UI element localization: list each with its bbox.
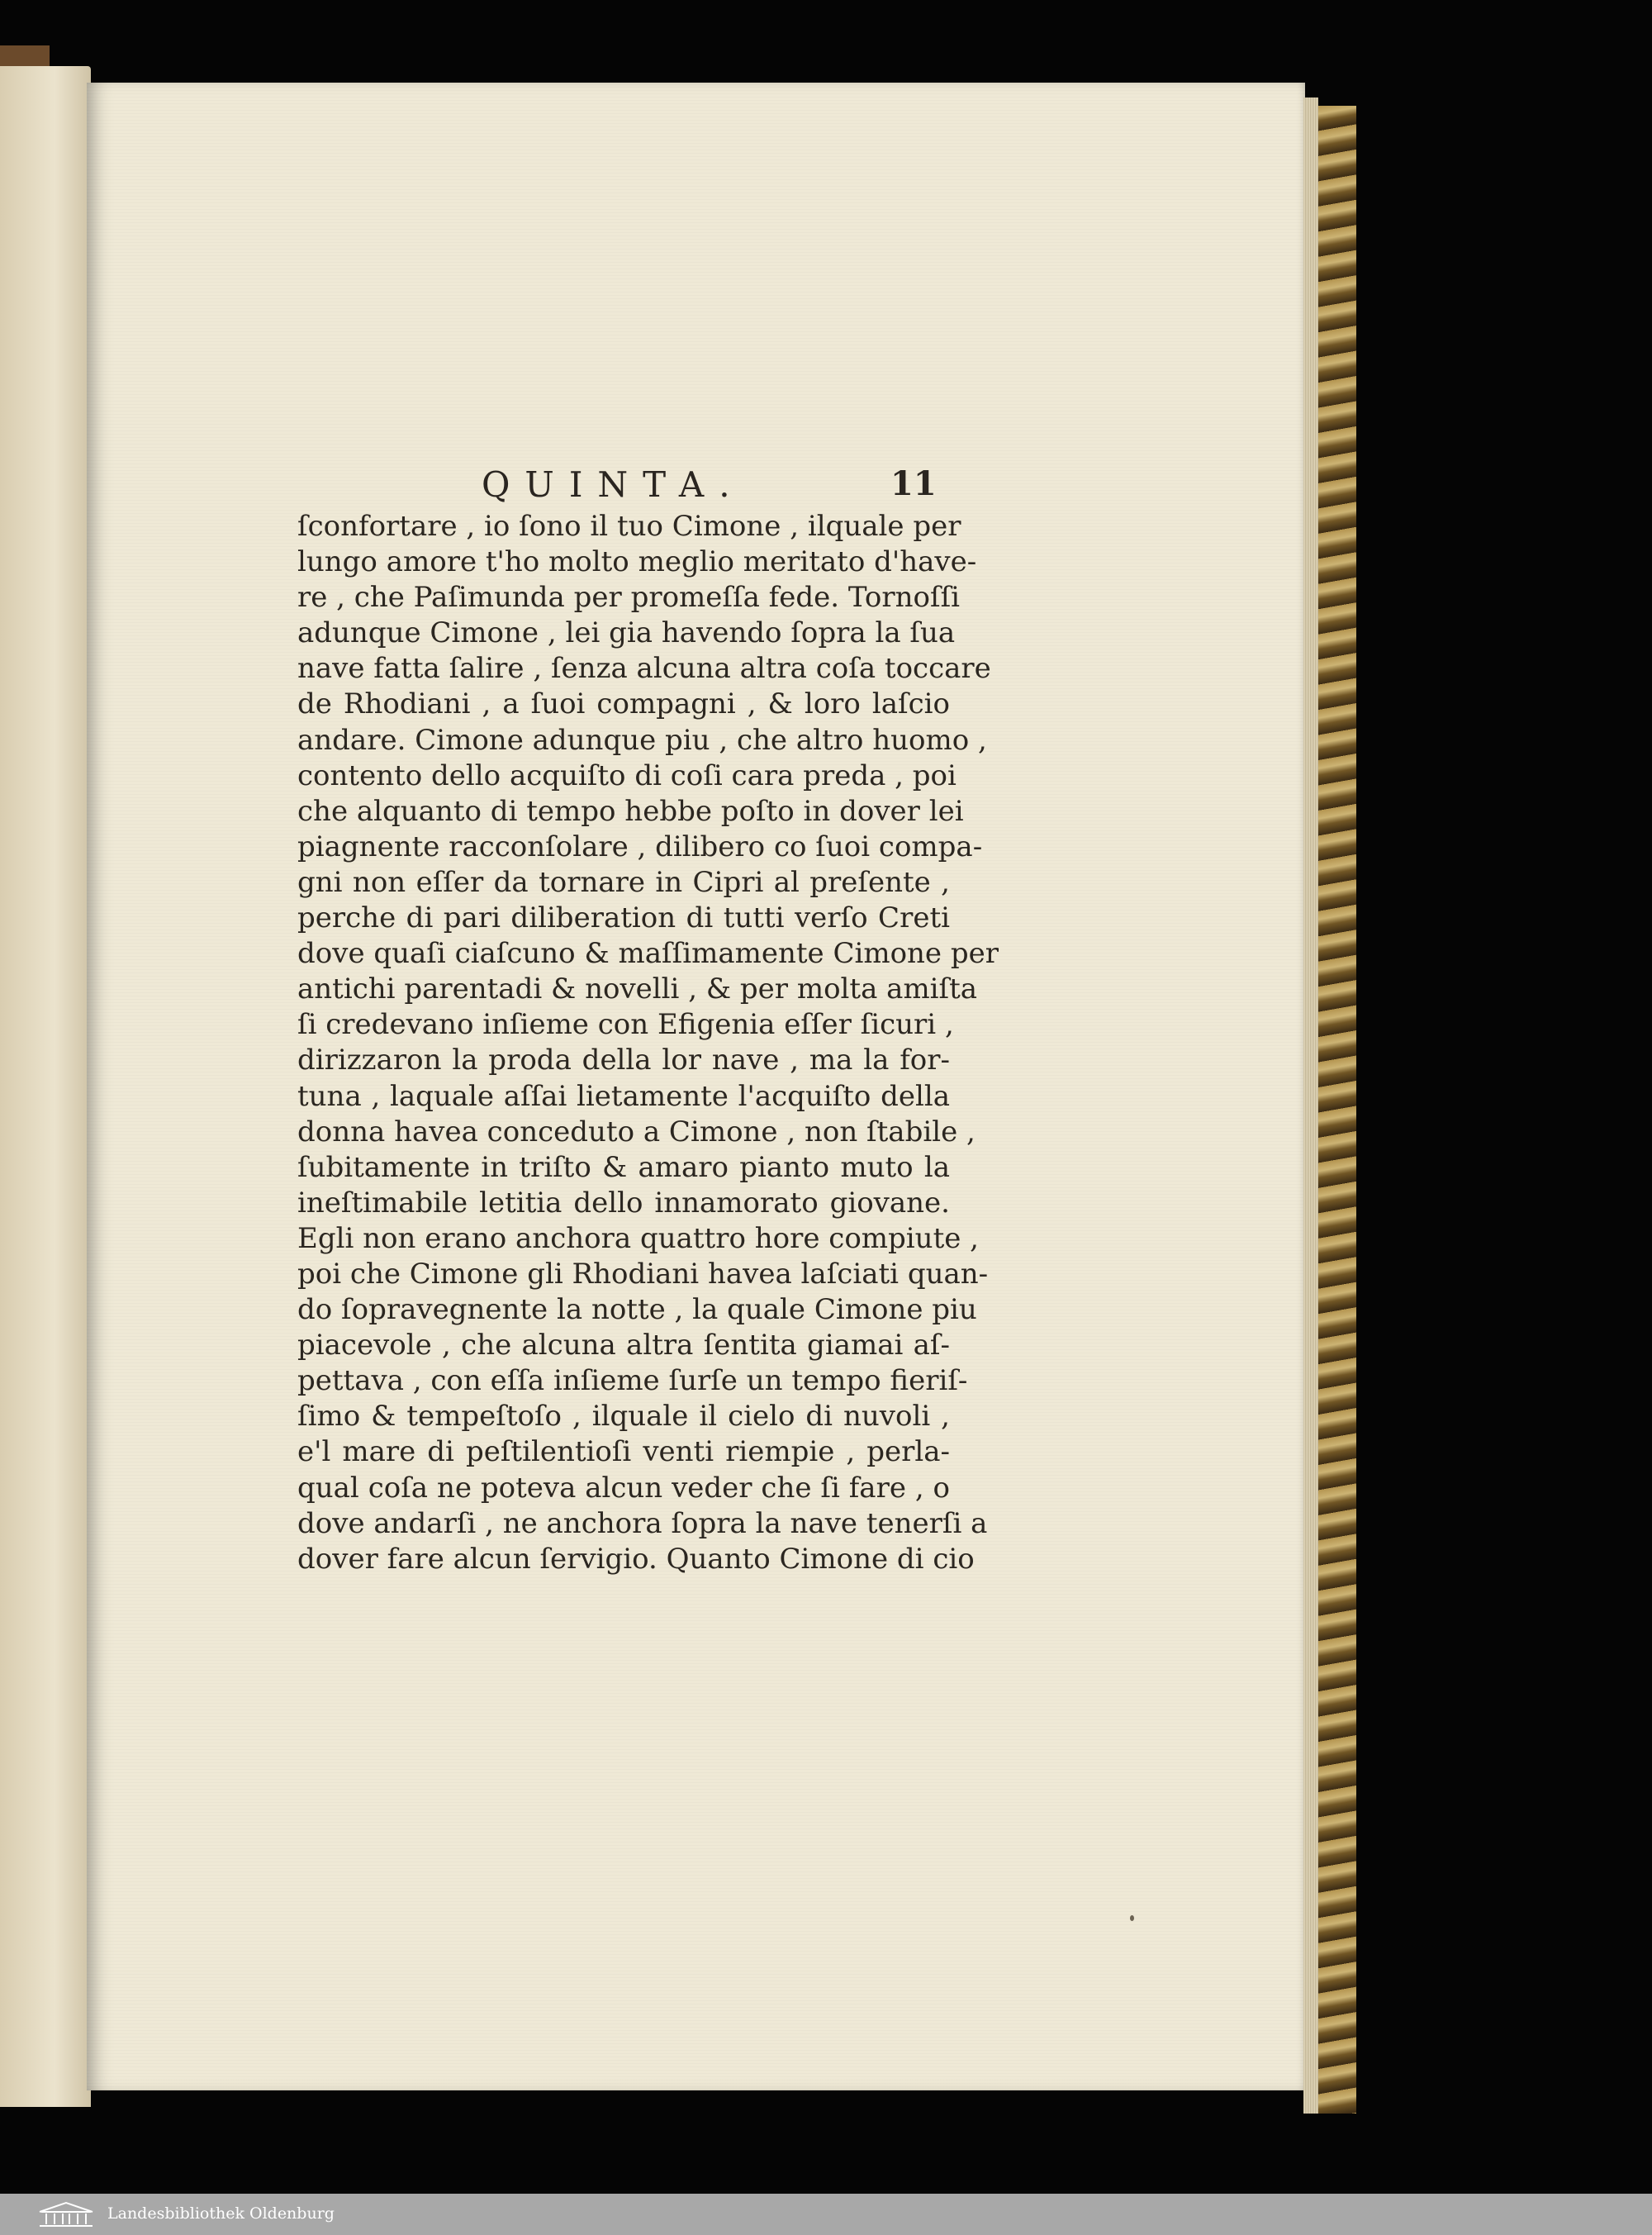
text-line: ſi credevano inſieme con Efigenia eſſer ſicuri , [297,1008,954,1042]
text-line: piagnente racconſolare , dilibero co ſuoi compa- [297,830,983,863]
text-line: nave fatta ſalire , ſenza alcuna altra coſa toccare [297,652,991,686]
text-line: Egli non erano anchora quattro hore compiute , [297,1221,979,1255]
page-number: 11 [890,464,937,503]
text-line: donna havea conceduto a Cimone , non ſtabile , [297,1115,976,1148]
text-line: ſubitamente in triſto & amaro pianto muto la [297,1150,950,1184]
text-line: qual coſa ne poteva alcun veder che ſi fare , o [297,1471,950,1505]
text-line: andare. Cimone adunque piu , che altro huomo , [297,723,987,757]
body-text [297,509,999,1577]
viewer-footer [0,2194,1652,2235]
text-line: ineſtimabile letitia dello innamorato giovane. [297,1186,950,1220]
text-line: poi che Cimone gli Rhodiani havea laſciati quan- [297,1257,989,1291]
text-line: che alquanto di tempo hebbe poſto in dover lei [297,794,964,828]
text-line: lungo amore t'ho molto meglio meritato d'have- [297,545,977,579]
text-line: dirizzaron la proda della lor nave , ma la for- [297,1044,950,1077]
text-line: dove quaſi ciaſcuno & maſſimamente Cimone per [297,937,999,971]
gilded-cover-edge [1318,106,1356,2114]
text-line: piacevole , che alcuna altra ſentita giamai aſ- [297,1329,950,1362]
running-head: QUINTA. [482,464,745,505]
page-speck [1130,1915,1134,1921]
text-line: ſconfortare , io ſono il tuo Cimone , ilquale per [297,510,961,543]
page-edges [1303,97,1318,2114]
text-line: perche di pari diliberation di tutti verſo Creti [297,901,950,935]
text-line: de Rhodiani , a ſuoi compagni , & loro laſcio [297,687,950,721]
text-line: antichi parentadi & novelli , & per molta amiſta [297,972,978,1006]
text-line: adunque Cimone , lei gia havendo ſopra la ſua [297,616,956,650]
text-line: dove andarſi , ne anchora ſopra la nave tenerſi a [297,1506,988,1540]
text-line: e'l mare di peſtilentioſi venti riempie , perla- [297,1435,950,1469]
gilt-pattern [1318,106,1356,2114]
text-line: gni non eſſer da tornare in Cipri al preſente , [297,865,950,899]
text-line: dover fare alcun ſervigio. Quanto Cimone di cio [297,1542,975,1576]
text-line: tuna , laquale aſſai lietamente l'acquiſto della [297,1079,950,1113]
library-name: Landesbibliothek Oldenburg [107,2204,335,2223]
text-line: do ſopravegnente la notte , la quale Cimone piu [297,1293,977,1327]
text-line: re , che Paſimunda per promeſſa fede. Tornoſſi [297,581,961,615]
text-line: ſimo & tempeſtoſo , ilquale il cielo di nuvoli , [297,1400,950,1434]
text-line: pettava , con eſſa inſieme ſurſe un tempo fieriſ- [297,1364,968,1398]
left-facing-page [0,66,91,2107]
text-line: contento dello acquiſto di coſi cara preda , poi [297,758,957,792]
library-building-icon [36,2200,96,2228]
